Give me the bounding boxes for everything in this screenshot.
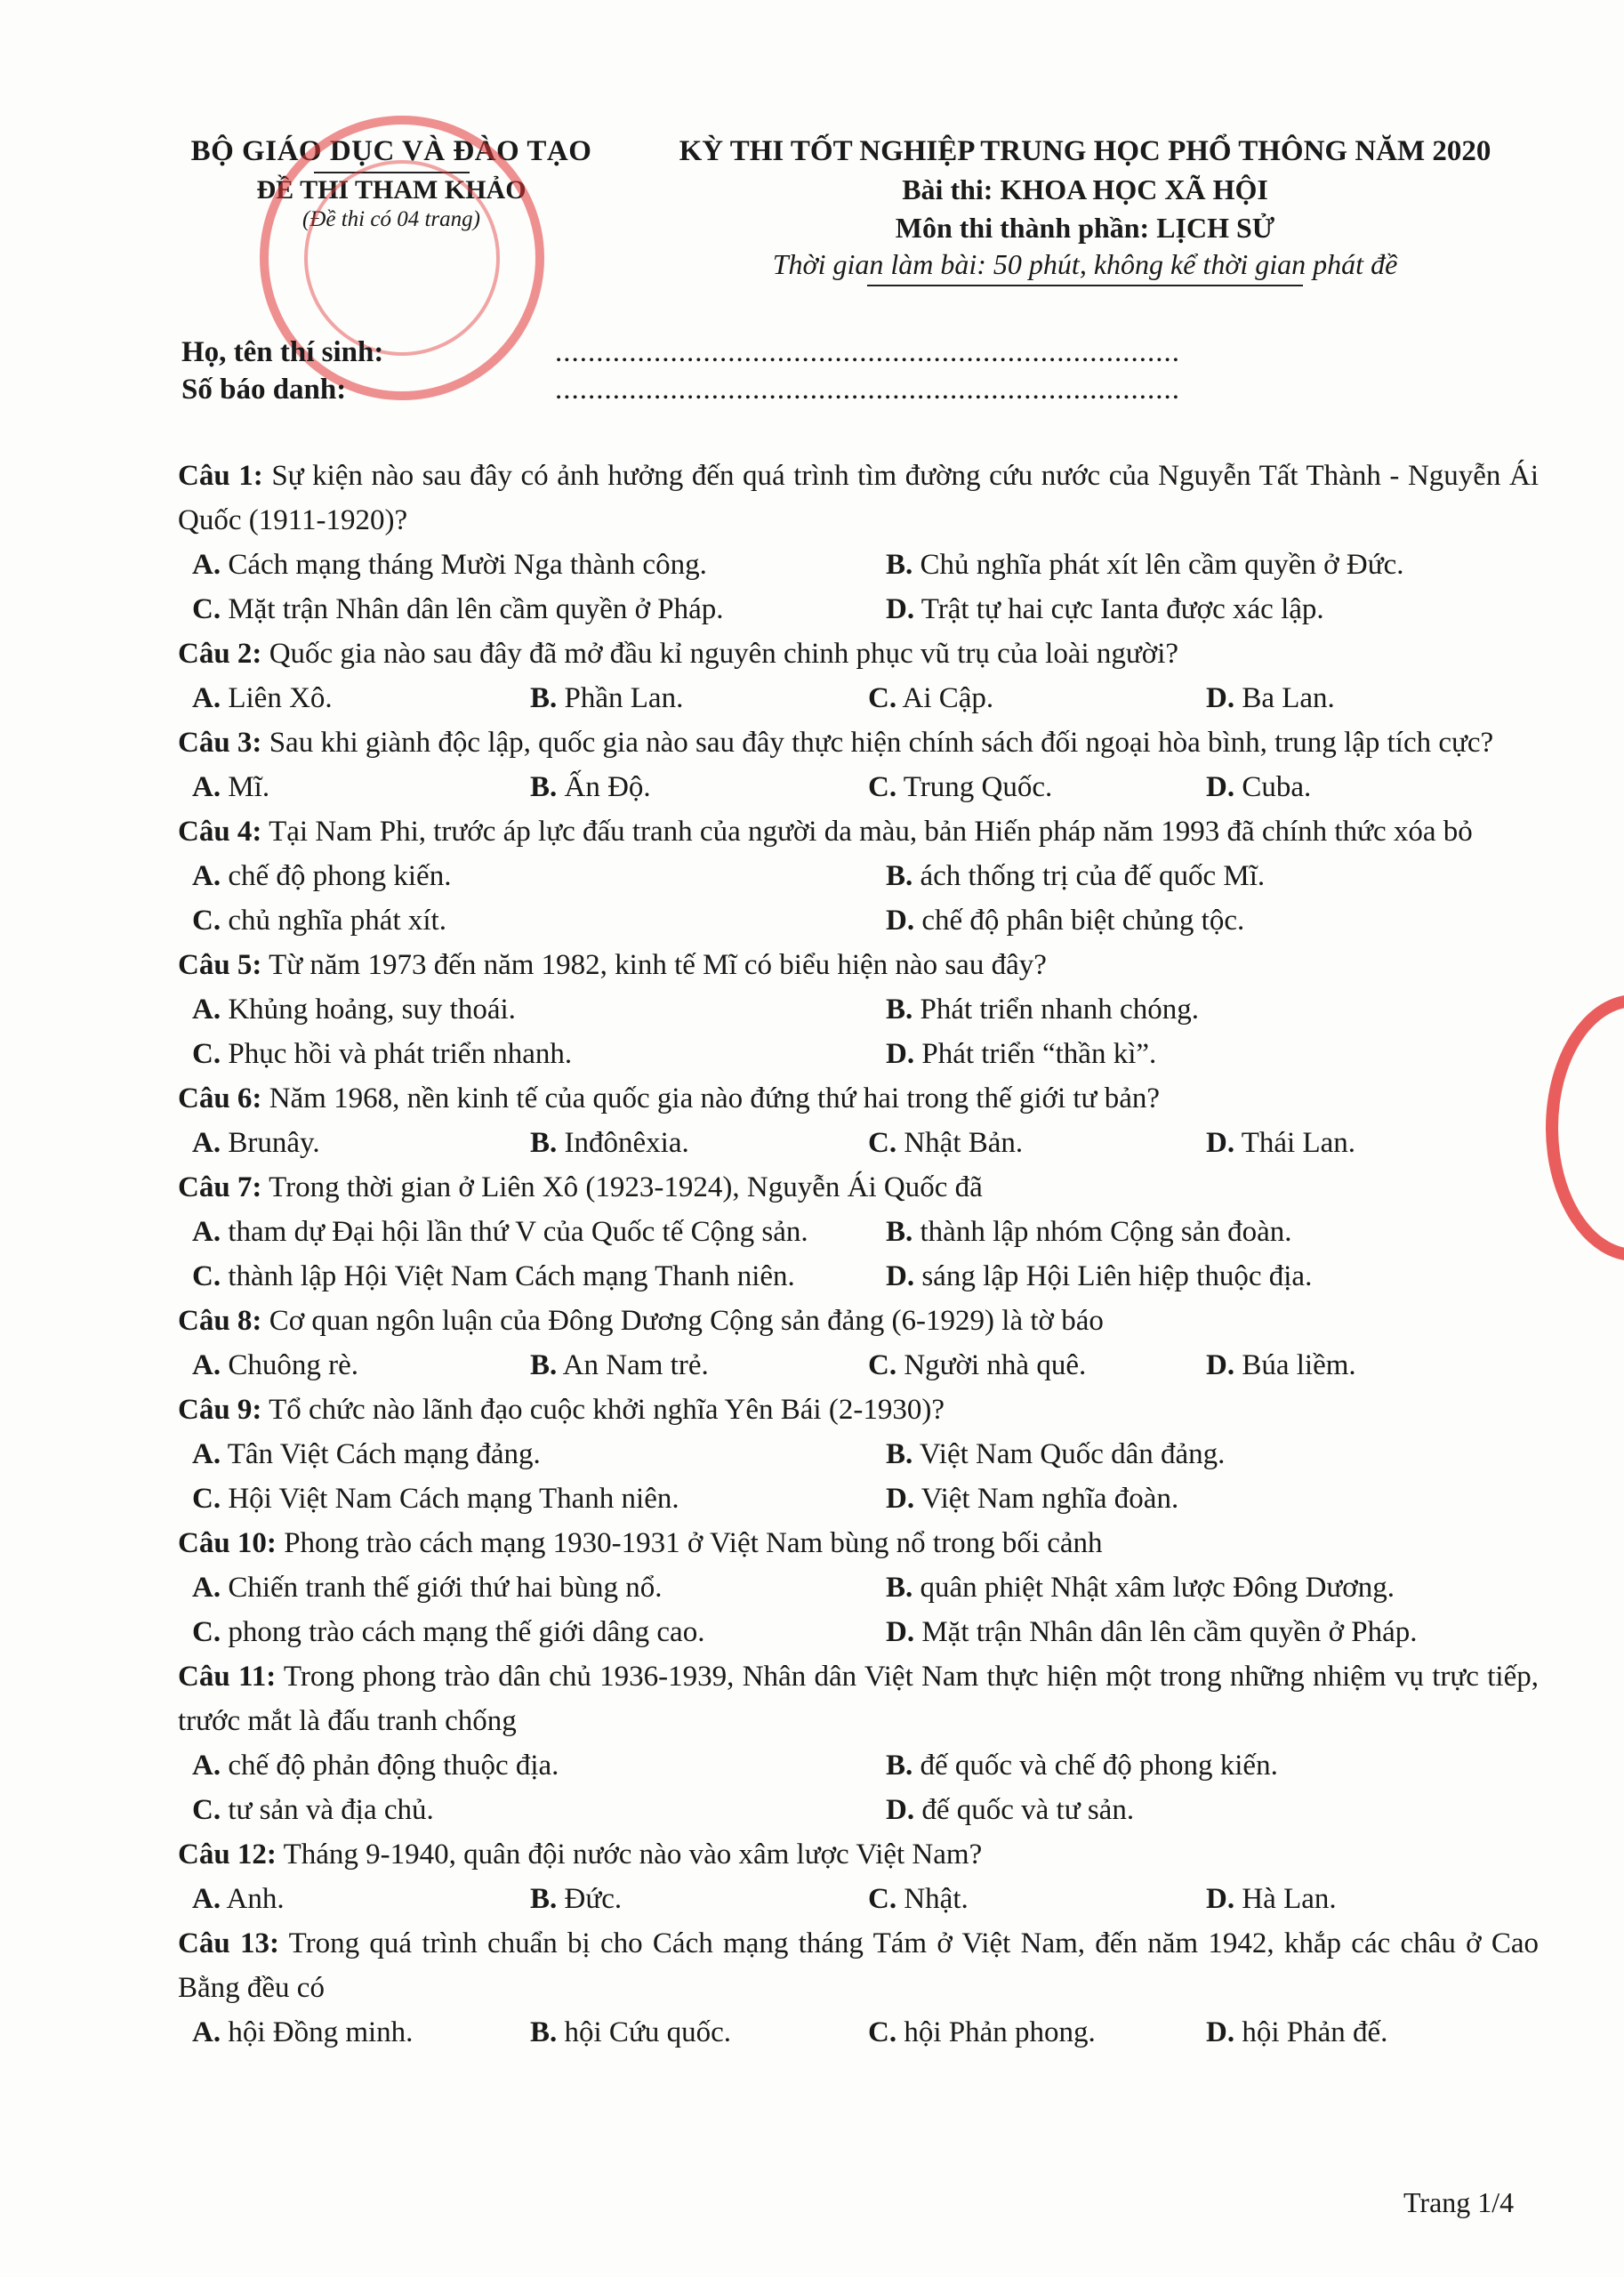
option-letter: D.: [1206, 1883, 1235, 1915]
option-text: hội Phản phong.: [896, 2016, 1096, 2048]
option-text: Búa liềm.: [1234, 1349, 1356, 1381]
option-text: Phát triển nhanh chóng.: [912, 994, 1199, 1026]
option-text: chế độ phản động thuộc địa.: [221, 1750, 559, 1782]
option-letter: C.: [192, 1038, 221, 1070]
option-letter: A.: [192, 1216, 221, 1248]
option-letter: C.: [192, 593, 221, 625]
option-row: [178, 854, 1539, 898]
answer-option: [192, 2010, 413, 2055]
question-number: Câu 9:: [178, 1394, 262, 1426]
option-text: sáng lập Hội Liên hiệp thuộc địa.: [914, 1260, 1313, 1292]
option-text: Người nhà quê.: [896, 1349, 1087, 1381]
answer-option: [1206, 1121, 1355, 1165]
question-text: Trong quá trình chuẩn bị cho Cách mạng tháng Tám ở Việt Nam, đến năm 1942, khắp các châu ở Cao Bằng đều có: [178, 1927, 1539, 2004]
candidate-name-row: [181, 336, 1180, 369]
option-letter: A.: [192, 1572, 221, 1604]
answer-option: [192, 1343, 358, 1388]
question-number: Câu 6:: [178, 1082, 262, 1114]
candidate-name-label: Họ, tên thí sinh:: [181, 336, 384, 368]
option-row: [178, 987, 1539, 1032]
option-text: thành lập Hội Việt Nam Cách mạng Thanh niên.: [221, 1260, 795, 1292]
option-letter: A.: [192, 1349, 221, 1381]
option-letter: D.: [886, 1616, 915, 1648]
answer-option: [530, 676, 683, 720]
question-3: [178, 720, 1539, 765]
question-text: Tại Nam Phi, trước áp lực đấu tranh của người da màu, bản Hiến pháp năm 1993 đã chính thức xóa bỏ: [261, 816, 1473, 848]
option-letter: B.: [886, 1438, 913, 1470]
option-letter: D.: [1206, 771, 1235, 803]
question-list: [178, 454, 1539, 2055]
option-letter: B.: [530, 771, 558, 803]
answer-option: [868, 1343, 1086, 1388]
answer-option: [1206, 676, 1335, 720]
option-letter: C.: [868, 1349, 897, 1381]
header-right: [636, 135, 1534, 286]
option-row: [178, 543, 1539, 587]
option-row: [178, 1610, 1539, 1654]
question-4: [178, 809, 1539, 854]
option-letter: C.: [868, 1127, 897, 1159]
option-row: [178, 765, 1539, 809]
option-letter: D.: [1206, 2016, 1235, 2048]
option-letter: A.: [192, 1127, 221, 1159]
option-letter: B.: [886, 860, 913, 892]
question-12: [178, 1832, 1539, 1877]
question-9: [178, 1388, 1539, 1432]
option-letter: C.: [192, 905, 221, 937]
exam-title: KỲ THI TỐT NGHIỆP TRUNG HỌC PHỔ THÔNG NĂM 2020: [679, 135, 1491, 167]
option-text: Nhật Bản.: [896, 1127, 1024, 1159]
question-text: Tháng 9-1940, quân đội nước nào vào xâm lược Việt Nam?: [276, 1838, 983, 1871]
option-letter: B.: [530, 1349, 558, 1381]
option-letter: B.: [886, 1750, 913, 1782]
option-letter: D.: [886, 593, 915, 625]
answer-option: [868, 1877, 969, 1921]
answer-option: [192, 1743, 559, 1788]
option-letter: A.: [192, 1438, 221, 1470]
option-row: [178, 1743, 1539, 1788]
answer-option: [192, 1610, 704, 1654]
answer-option: [192, 1565, 662, 1610]
question-number: Câu 7:: [178, 1171, 262, 1203]
answer-option: [886, 587, 1324, 632]
option-letter: D.: [1206, 1349, 1235, 1381]
option-letter: B.: [530, 2016, 558, 2048]
option-text: Khủng hoảng, suy thoái.: [221, 994, 516, 1026]
option-letter: A.: [192, 2016, 221, 2048]
answer-option: [192, 1032, 572, 1076]
option-text: quân phiệt Nhật xâm lược Đông Dương.: [912, 1572, 1395, 1604]
answer-option: [192, 676, 333, 720]
question-text: Trong thời gian ở Liên Xô (1923-1924), Nguyễn Ái Quốc đã: [261, 1171, 983, 1203]
option-text: Mĩ.: [221, 771, 270, 803]
option-text: Anh.: [221, 1883, 285, 1915]
option-letter: B.: [886, 549, 913, 581]
answer-option: [868, 765, 1052, 809]
option-row: [178, 1032, 1539, 1076]
answer-option: [192, 1877, 285, 1921]
answer-option: [886, 1476, 1178, 1521]
answer-option: [886, 1610, 1418, 1654]
header-left: [178, 135, 605, 232]
option-row: [178, 1877, 1539, 1921]
option-row: [178, 1565, 1539, 1610]
question-text: Sự kiện nào sau đây có ảnh hưởng đến quá trình tìm đường cứu nước của Nguyễn Tất Thành - Nguyễn Ái Quốc (1911-1920)?: [178, 460, 1539, 536]
option-text: thành lập nhóm Cộng sản đoàn.: [912, 1216, 1292, 1248]
question-text: Năm 1968, nền kinh tế của quốc gia nào đứng thứ hai trong thế giới tư bản?: [261, 1082, 1160, 1114]
answer-option: [192, 1210, 808, 1254]
option-letter: B.: [530, 682, 558, 714]
question-5: [178, 943, 1539, 987]
margin-seal-icon: [1546, 994, 1624, 1261]
option-text: Ai Cập.: [896, 682, 994, 714]
time-limit: Thời gian làm bài: 50 phút, không kể thời gian phát đề: [772, 248, 1398, 280]
option-text: Hà Lan.: [1234, 1883, 1337, 1915]
option-text: Brunây.: [221, 1127, 320, 1159]
option-text: tư sản và địa chủ.: [221, 1794, 434, 1826]
answer-option: [530, 765, 651, 809]
option-letter: B.: [530, 1883, 558, 1915]
candidate-id-label: Số báo danh:: [181, 374, 347, 406]
option-letter: B.: [886, 1216, 913, 1248]
option-row: [178, 1254, 1539, 1299]
question-6: [178, 1076, 1539, 1121]
option-letter: C.: [868, 2016, 897, 2048]
question-number: Câu 12:: [178, 1838, 277, 1871]
answer-option: [192, 1254, 795, 1299]
question-number: Câu 1:: [178, 460, 263, 492]
option-text: tham dự Đại hội lần thứ V của Quốc tế Cộng sản.: [221, 1216, 808, 1248]
answer-option: [192, 587, 724, 632]
option-letter: A.: [192, 1883, 221, 1915]
answer-option: [192, 898, 446, 943]
option-text: Ấn Độ.: [557, 771, 651, 803]
option-letter: A.: [192, 994, 221, 1026]
option-text: chế độ phong kiến.: [221, 860, 452, 892]
option-text: An Nam trẻ.: [557, 1349, 709, 1381]
option-text: Phát triển “thần kì”.: [914, 1038, 1157, 1070]
answer-option: [886, 1565, 1395, 1610]
option-text: Trật tự hai cực Ianta được xác lập.: [914, 593, 1324, 625]
option-row: [178, 1343, 1539, 1388]
answer-option: [886, 1032, 1156, 1076]
question-text: Phong trào cách mạng 1930-1931 ở Việt Nam bùng nổ trong bối cảnh: [276, 1527, 1103, 1559]
option-text: Hội Việt Nam Cách mạng Thanh niên.: [221, 1483, 679, 1515]
answer-option: [530, 2010, 731, 2055]
option-letter: C.: [192, 1794, 221, 1826]
option-text: Việt Nam nghĩa đoàn.: [914, 1483, 1179, 1515]
answer-option: [1206, 1877, 1337, 1921]
option-text: đế quốc và chế độ phong kiến.: [912, 1750, 1278, 1782]
option-row: [178, 898, 1539, 943]
option-text: Chuông rè.: [221, 1349, 358, 1381]
option-row: [178, 1210, 1539, 1254]
option-text: Liên Xô.: [221, 682, 333, 714]
option-text: Phần Lan.: [557, 682, 684, 714]
question-text: Cơ quan ngôn luận của Đông Dương Cộng sản đảng (6-1929) là tờ báo: [261, 1305, 1104, 1337]
candidate-name-blank: ............................................................................: [555, 336, 1180, 368]
option-letter: A.: [192, 771, 221, 803]
ministry-name: BỘ GIÁO DỤC VÀ ĐÀO TẠO: [190, 135, 592, 167]
option-letter: D.: [1206, 1127, 1235, 1159]
option-row: [178, 1476, 1539, 1521]
question-number: Câu 3:: [178, 727, 262, 759]
answer-option: [868, 1121, 1023, 1165]
option-text: hội Đồng minh.: [221, 2016, 414, 2048]
question-7: [178, 1165, 1539, 1210]
page-number: Trang 1/4: [1403, 2186, 1515, 2218]
option-row: [178, 587, 1539, 632]
answer-option: [192, 1476, 679, 1521]
answer-option: [192, 765, 269, 809]
question-11: [178, 1654, 1539, 1743]
option-letter: C.: [868, 771, 897, 803]
option-letter: A.: [192, 860, 221, 892]
answer-option: [868, 676, 993, 720]
question-number: Câu 10:: [178, 1527, 277, 1559]
option-text: Phục hồi và phát triển nhanh.: [221, 1038, 573, 1070]
answer-option: [192, 854, 451, 898]
option-text: Việt Nam Quốc dân đảng.: [912, 1438, 1226, 1470]
option-row: [178, 676, 1539, 720]
answer-option: [1206, 765, 1311, 809]
question-10: [178, 1521, 1539, 1565]
option-letter: D.: [886, 905, 915, 937]
option-letter: D.: [886, 1483, 915, 1515]
option-row: [178, 1432, 1539, 1476]
question-2: [178, 632, 1539, 676]
answer-option: [886, 987, 1199, 1032]
option-letter: B.: [530, 1127, 558, 1159]
option-text: đế quốc và tư sản.: [914, 1794, 1135, 1826]
answer-option: [1206, 2010, 1387, 2055]
question-text: Sau khi giành độc lập, quốc gia nào sau đây thực hiện chính sách đối ngoại hòa bình, trung lập tích cực?: [261, 727, 1494, 759]
answer-option: [886, 898, 1244, 943]
option-text: Tân Việt Cách mạng đảng.: [221, 1438, 541, 1470]
answer-option: [192, 1121, 320, 1165]
option-text: Mặt trận Nhân dân lên cầm quyền ở Pháp.: [221, 593, 724, 625]
option-letter: D.: [886, 1038, 915, 1070]
option-text: Thái Lan.: [1234, 1127, 1356, 1159]
answer-option: [886, 1432, 1225, 1476]
option-letter: C.: [868, 682, 897, 714]
option-row: [178, 1121, 1539, 1165]
question-13: [178, 1921, 1539, 2010]
question-text: Từ năm 1973 đến năm 1982, kinh tế Mĩ có biểu hiện nào sau đây?: [261, 949, 1047, 981]
option-text: hội Phản đế.: [1234, 2016, 1388, 2048]
answer-option: [530, 1343, 709, 1388]
answer-option: [886, 1743, 1278, 1788]
option-text: chế độ phân biệt chủng tộc.: [914, 905, 1245, 937]
option-text: ách thống trị của đế quốc Mĩ.: [912, 860, 1266, 892]
question-number: Câu 13:: [178, 1927, 279, 1959]
option-letter: D.: [886, 1794, 915, 1826]
question-number: Câu 11:: [178, 1661, 277, 1693]
answer-option: [192, 987, 516, 1032]
question-text: Tổ chức nào lãnh đạo cuộc khởi nghĩa Yên Bái (2-1930)?: [261, 1394, 945, 1426]
option-text: Trung Quốc.: [896, 771, 1053, 803]
answer-option: [886, 854, 1265, 898]
option-text: Mặt trận Nhân dân lên cầm quyền ở Pháp.: [914, 1616, 1418, 1648]
candidate-id-row: [181, 374, 1180, 406]
answer-option: [886, 1210, 1291, 1254]
option-letter: C.: [868, 1883, 897, 1915]
option-text: Cuba.: [1234, 771, 1312, 803]
option-text: Ba Lan.: [1234, 682, 1335, 714]
test-name: Bài thi: KHOA HỌC XÃ HỘI: [902, 173, 1268, 205]
option-row: [178, 2010, 1539, 2055]
time-underline: [867, 285, 1303, 286]
option-text: Nhật.: [896, 1883, 969, 1915]
question-text: Trong phong trào dân chủ 1936-1939, Nhân dân Việt Nam thực hiện một trong những nhiệm vụ trực tiếp, trước mắt là đấu tranh chống: [178, 1661, 1539, 1737]
option-text: phong trào cách mạng thế giới dâng cao.: [221, 1616, 705, 1648]
question-text: Quốc gia nào sau đây đã mở đầu kỉ nguyên chinh phục vũ trụ của loài người?: [261, 638, 1179, 670]
option-text: Inđônêxia.: [557, 1127, 689, 1159]
question-number: Câu 4:: [178, 816, 262, 848]
option-row: [178, 1788, 1539, 1832]
question-number: Câu 2:: [178, 638, 262, 670]
option-text: Đức.: [557, 1883, 623, 1915]
question-1: [178, 454, 1539, 543]
option-text: chủ nghĩa phát xít.: [221, 905, 446, 937]
question-number: Câu 5:: [178, 949, 262, 981]
subject-name: Môn thi thành phần: LỊCH SỬ: [895, 212, 1275, 244]
answer-option: [192, 1432, 541, 1476]
answer-option: [886, 543, 1403, 587]
question-number: Câu 8:: [178, 1305, 262, 1337]
option-letter: A.: [192, 549, 221, 581]
answer-option: [886, 1254, 1312, 1299]
answer-option: [192, 1788, 434, 1832]
option-letter: D.: [886, 1260, 915, 1292]
option-letter: A.: [192, 682, 221, 714]
option-letter: C.: [192, 1616, 221, 1648]
ministry-underline: [314, 172, 470, 173]
option-letter: D.: [1206, 682, 1235, 714]
document-type: ĐỀ THI THAM KHẢO: [256, 175, 527, 205]
question-8: [178, 1299, 1539, 1343]
answer-option: [530, 1121, 689, 1165]
option-letter: B.: [886, 1572, 913, 1604]
option-letter: A.: [192, 1750, 221, 1782]
option-letter: B.: [886, 994, 913, 1026]
answer-option: [530, 1877, 622, 1921]
answer-option: [868, 2010, 1096, 2055]
option-text: hội Cứu quốc.: [557, 2016, 731, 2048]
option-text: Chủ nghĩa phát xít lên cầm quyền ở Đức.: [912, 549, 1404, 581]
document-note: (Đề thi có 04 trang): [302, 207, 480, 231]
option-letter: C.: [192, 1483, 221, 1515]
answer-option: [192, 543, 707, 587]
option-letter: C.: [192, 1260, 221, 1292]
candidate-id-blank: ............................................................................: [555, 374, 1180, 406]
answer-option: [886, 1788, 1134, 1832]
option-text: Cách mạng tháng Mười Nga thành công.: [221, 549, 707, 581]
answer-option: [1206, 1343, 1356, 1388]
option-text: Chiến tranh thế giới thứ hai bùng nổ.: [221, 1572, 663, 1604]
